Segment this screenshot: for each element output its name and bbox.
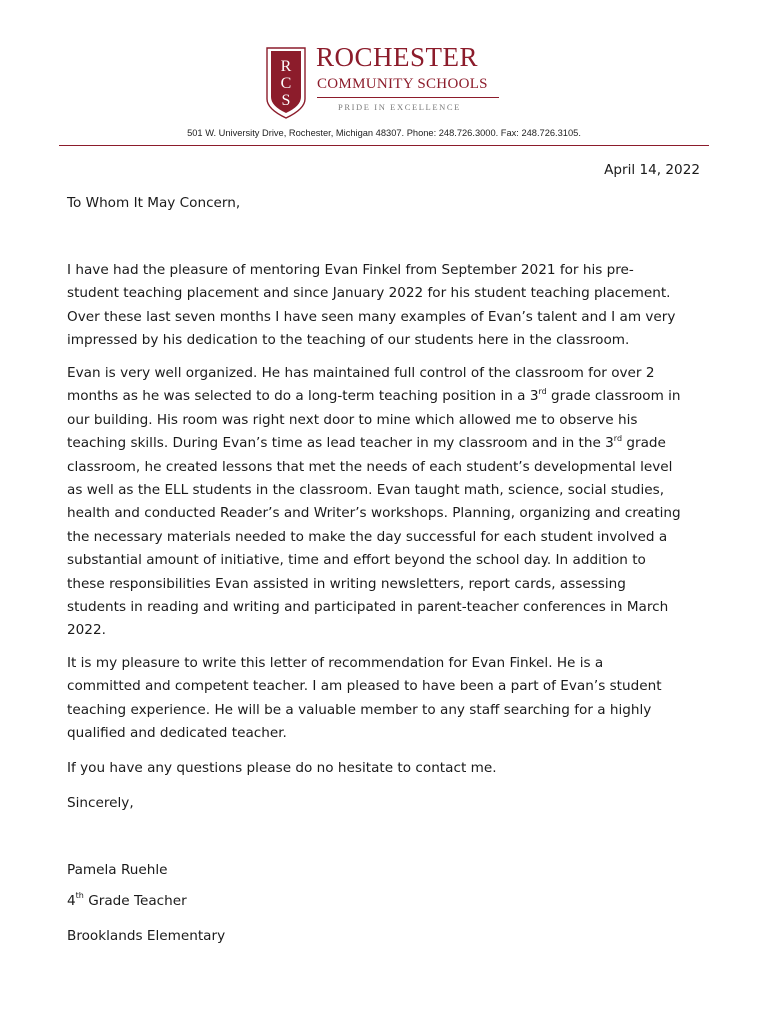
text-line: If you have any questions please do no hesitate to contact me. <box>67 760 497 776</box>
rcs-crest-logo <box>266 47 306 119</box>
text-line: qualified and dedicated teacher. <box>67 725 287 742</box>
text-line: It is my pleasure to write this letter of recommendation for Evan Finkel. He is a <box>67 655 604 671</box>
text-line: our building. His room was right next door to mine which allowed me to observe his <box>67 411 638 428</box>
text-line: Evan is very well organized. He has maintained full control of the classroom for over 2 <box>67 365 655 381</box>
text-segment: grade <box>622 435 666 452</box>
crest-letter-s: S <box>281 92 291 109</box>
brand-tagline: PRIDE IN EXCELLENCE <box>338 102 461 112</box>
text-line-with-superscript <box>67 385 707 408</box>
text-line: committed and competent teacher. I am pleased to have been a part of Evan’s student <box>67 678 662 695</box>
text-line: impressed by his dedication to the teaching of our students here in the classroom. <box>67 332 630 349</box>
district-address: 501 W. University Drive, Rochester, Michigan 48307. Phone: 248.726.3000. Fax: 248.726.3105. <box>187 128 581 138</box>
text-segment: Grade Teacher <box>83 893 187 909</box>
text-line: as well as the ELL students in the classroom. Evan taught math, science, social studies, <box>67 482 665 499</box>
paragraph-organization <box>67 362 707 643</box>
paragraph-recommendation <box>67 652 707 746</box>
crest-letter-r: R <box>280 58 292 75</box>
text-line: I have had the pleasure of mentoring Evan Finkel from September 2021 for his pre- <box>67 262 634 278</box>
text-line: these responsibilities Evan assisted in writing newsletters, report cards, assessing <box>67 575 626 592</box>
school-district-name: ROCHESTER <box>316 42 479 72</box>
text-segment: teaching skills. During Evan’s time as lead teacher in my classroom and in the 3 <box>67 435 614 452</box>
text-line: student teaching placement and since January 2022 for his student teaching placement. <box>67 285 671 302</box>
brand-divider <box>317 97 499 98</box>
ordinal-suffix: rd <box>538 386 547 396</box>
text-line: health and conducted Reader’s and Writer’s workshops. Planning, organizing and creating <box>67 505 681 522</box>
letter-date: April 14, 2022 <box>604 162 700 178</box>
paragraph-contact <box>67 757 707 780</box>
letterhead <box>0 0 768 150</box>
salutation: To Whom It May Concern, <box>67 195 241 211</box>
text-line: substantial amount of initiative, time and effort beyond the school day. In addition to <box>67 552 646 569</box>
crest-letter-c: C <box>280 75 292 92</box>
text-line: teaching experience. He will be a valuable member to any staff searching for a highly <box>67 701 652 718</box>
text-line: Over these last seven months I have seen many examples of Evan’s talent and I am very <box>67 308 676 325</box>
paragraph-intro <box>67 259 707 353</box>
text-line: classroom, he created lessons that met the needs of each student’s developmental level <box>67 458 673 475</box>
ordinal-suffix: rd <box>613 433 623 443</box>
signer-title <box>67 891 187 911</box>
text-line: students in reading and writing and participated in parent-teacher conferences in March <box>67 599 669 616</box>
text-segment: months as he was selected to do a long-term teaching position in a 3 <box>67 388 539 405</box>
closing: Sincerely, <box>67 795 134 811</box>
ordinal-suffix: th <box>75 891 84 901</box>
school-district-subname: COMMUNITY SCHOOLS <box>317 76 488 92</box>
signer-school: Brooklands Elementary <box>67 928 226 944</box>
text-line: 2022. <box>67 622 106 639</box>
text-segment: 4 <box>67 893 76 909</box>
text-segment: grade classroom in <box>546 388 681 405</box>
header-divider <box>59 145 709 146</box>
signer-name: Pamela Ruehle <box>67 862 168 878</box>
text-line-with-superscript <box>67 432 707 455</box>
text-line: the necessary materials needed to make the day successful for each student involved a <box>67 528 668 545</box>
